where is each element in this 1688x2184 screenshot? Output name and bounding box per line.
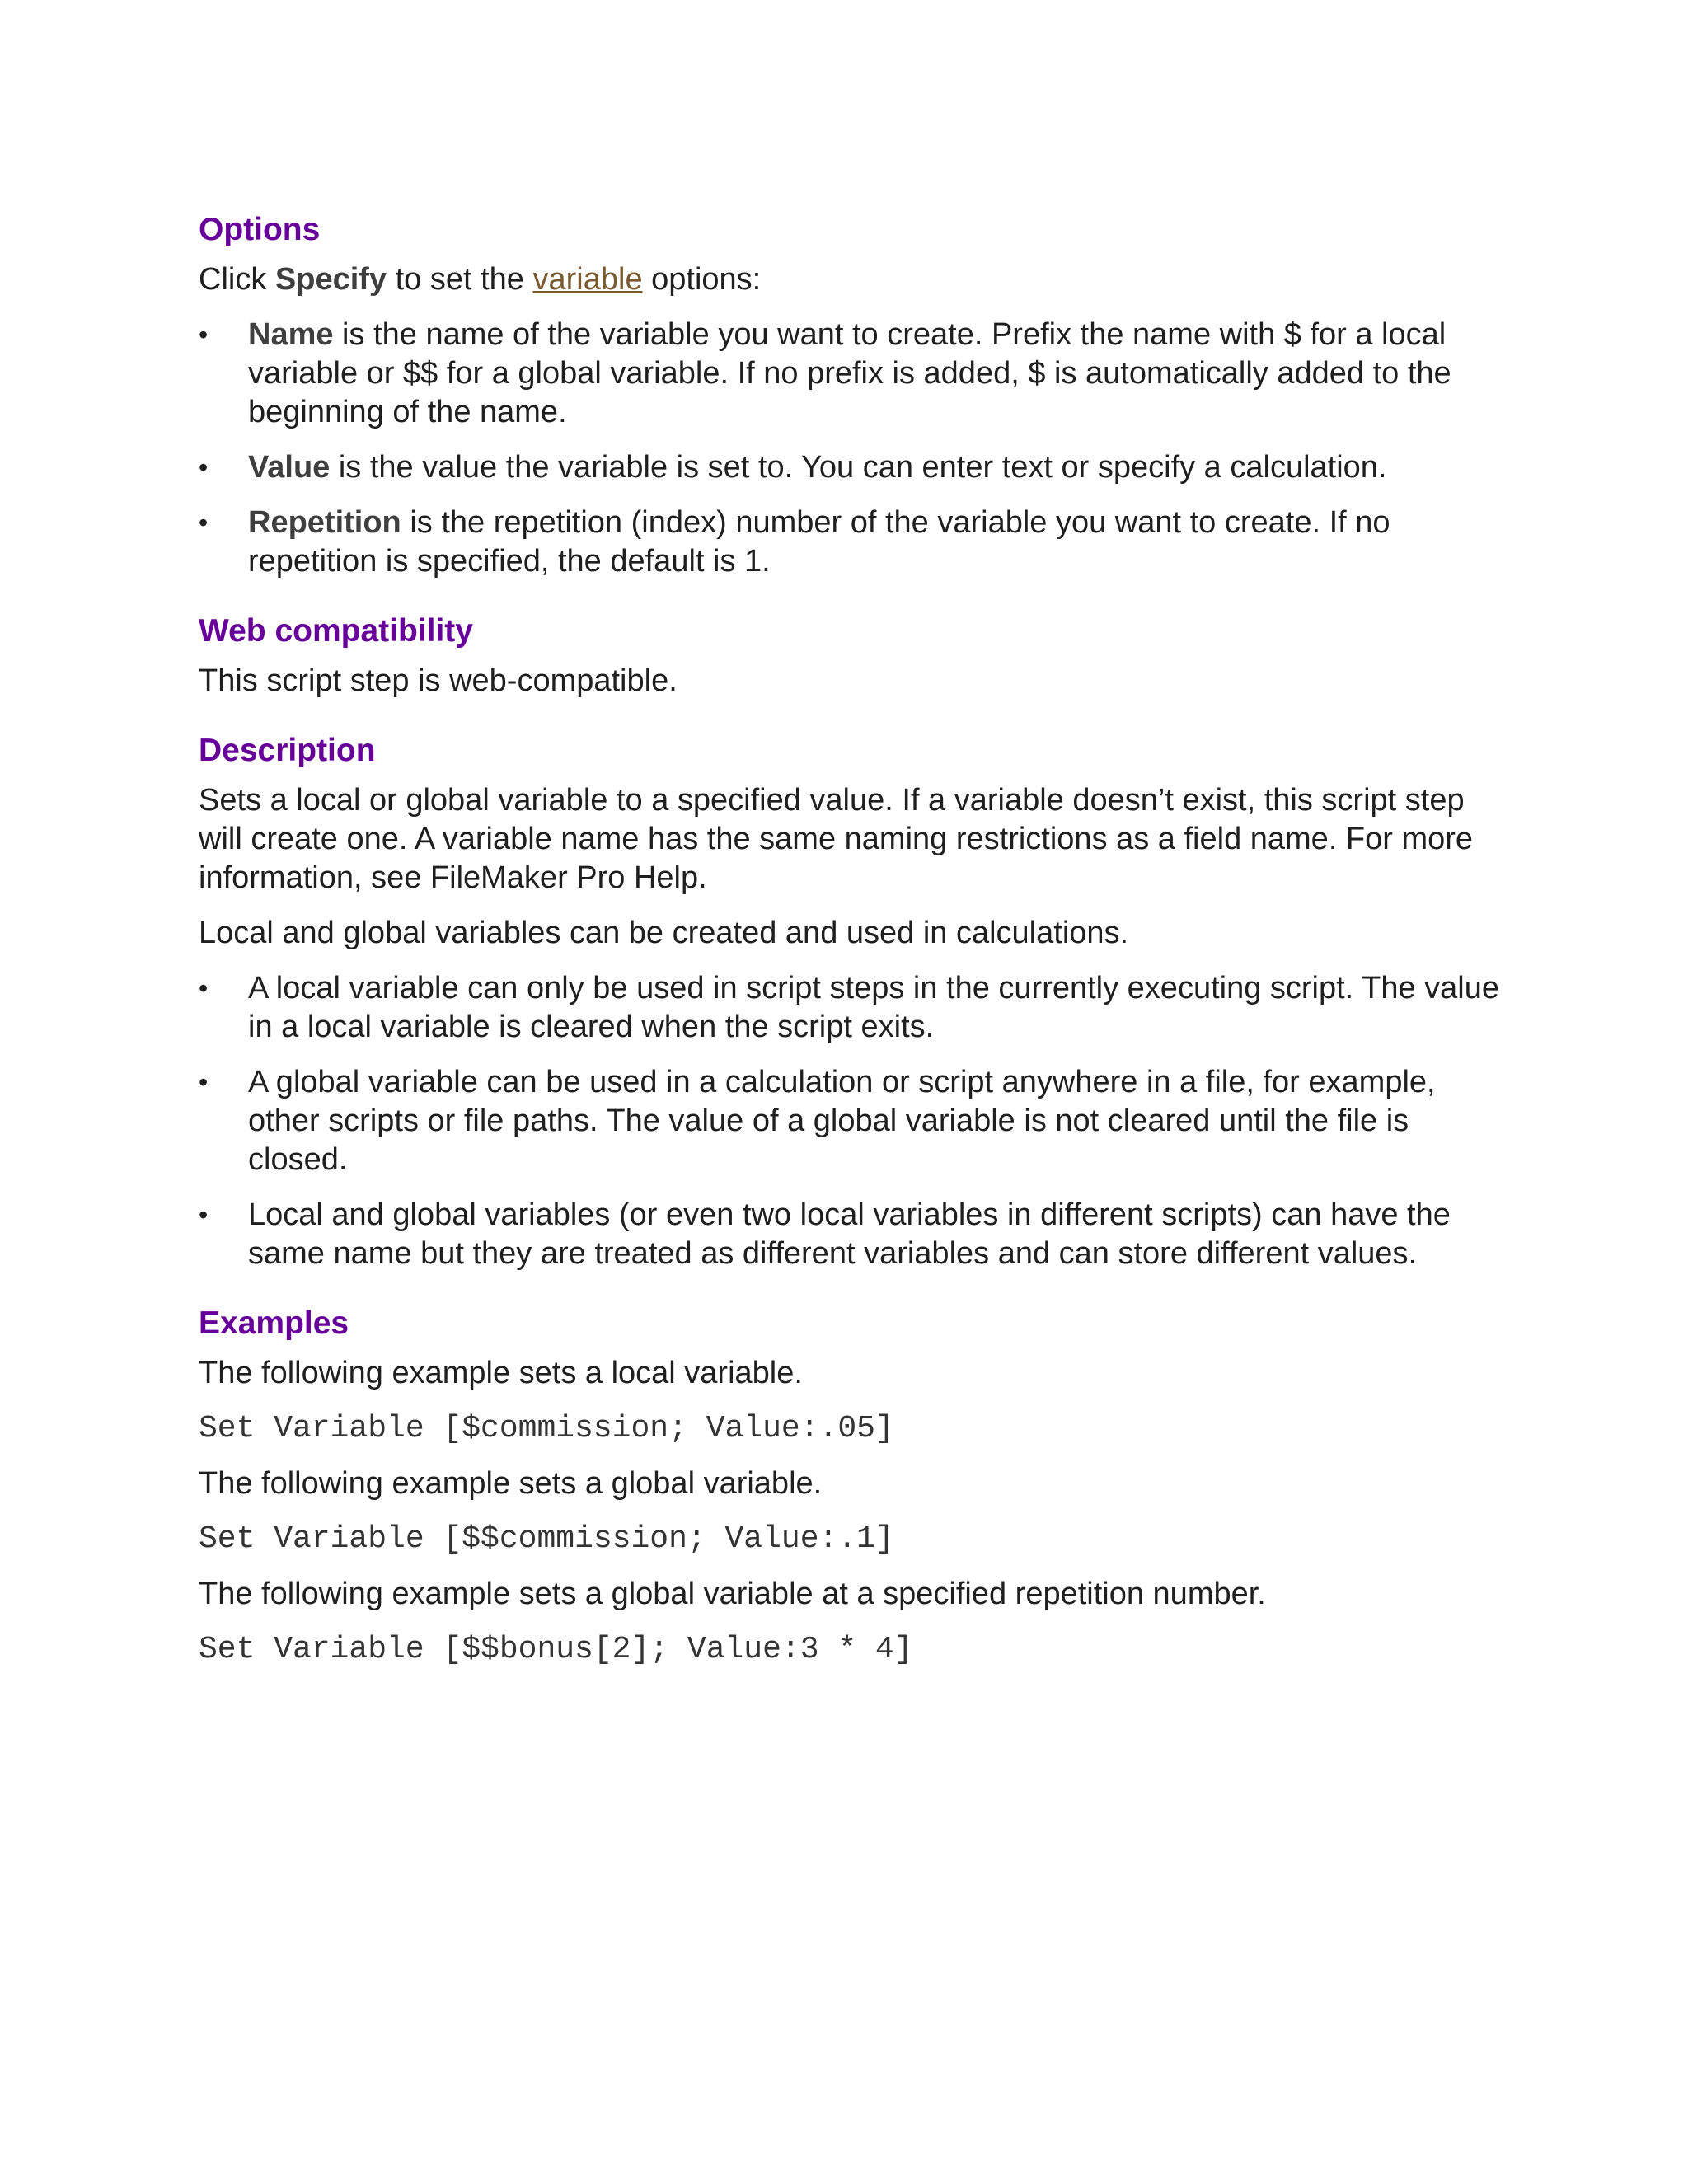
- list-item: [199, 316, 1501, 432]
- options-heading: Options: [199, 212, 321, 247]
- bullet-icon: •: [199, 508, 209, 537]
- list-item: [199, 1063, 1501, 1179]
- options-intro-pre: Click: [199, 262, 275, 297]
- web-compatibility-section: [199, 612, 1501, 701]
- web-compatibility-heading: Web compatibility: [199, 613, 473, 649]
- option-term: Value: [248, 450, 331, 485]
- list-item: [199, 504, 1501, 581]
- options-list: [199, 316, 1501, 581]
- list-item-text: Local and global variables (or even two local variables in different scripts) can have the same name but they are treated as different variables and can store different values.: [248, 1197, 1451, 1271]
- list-item-text: A global variable can be used in a calculation or script anywhere in a file, for example, other scripts or file paths. The value of a global variable is not cleared until the file is closed.: [248, 1065, 1436, 1177]
- description-heading: Description: [199, 733, 376, 768]
- options-section: [199, 211, 1501, 581]
- description-list: [199, 969, 1501, 1273]
- bullet-icon: •: [199, 452, 209, 482]
- bullet-icon: •: [199, 320, 209, 349]
- description-paragraph: Sets a local or global variable to a specified value. If a variable doesn’t exist, this script step will create one. A variable name has the same naming restrictions as a field name. For more information, see FileMaker Pro Help.: [199, 783, 1474, 895]
- example-text: The following example sets a global variable.: [199, 1466, 823, 1501]
- options-intro: [199, 260, 1501, 299]
- option-term: Name: [248, 317, 334, 352]
- example-code: Set Variable [$$commission; Value:.1]: [199, 1521, 894, 1557]
- example-text: The following example sets a global variable at a specified repetition number.: [199, 1577, 1266, 1611]
- options-intro-mid: to set the: [387, 262, 533, 297]
- description-paragraph: Local and global variables can be created and used in calculations.: [199, 916, 1129, 950]
- option-text: is the repetition (index) number of the variable you want to create. If no repetition is specified, the default is 1.: [248, 505, 1390, 579]
- variable-link[interactable]: variable: [532, 262, 643, 297]
- example-text: The following example sets a local variable.: [199, 1356, 803, 1390]
- bullet-icon: •: [199, 1067, 209, 1097]
- list-item: [199, 969, 1501, 1047]
- list-item: [199, 448, 1501, 487]
- specify-term: Specify: [274, 262, 387, 297]
- examples-heading: Examples: [199, 1305, 349, 1341]
- options-intro-post: options:: [642, 262, 762, 297]
- bullet-icon: •: [199, 1200, 209, 1230]
- description-section: [199, 732, 1501, 1273]
- option-text: is the name of the variable you want to create. Prefix the name with $ for a local variable or $$ for a global variable. If no prefix is added, $ is automatically added to the beginning of the name.: [248, 317, 1451, 429]
- bullet-icon: •: [199, 973, 209, 1003]
- list-item-text: A local variable can only be used in script steps in the currently executing script. The value in a local variable is cleared when the script exits.: [248, 971, 1499, 1044]
- option-text: is the value the variable is set to. You can enter text or specify a calculation.: [330, 450, 1387, 485]
- web-compatibility-text: This script step is web-compatible.: [199, 663, 678, 698]
- option-term: Repetition: [248, 505, 401, 540]
- list-item: [199, 1196, 1501, 1273]
- example-code: Set Variable [$$bonus[2]; Value:3 * 4]: [199, 1632, 913, 1667]
- example-code: Set Variable [$commission; Value:.05]: [199, 1411, 894, 1446]
- examples-section: [199, 1305, 1501, 1669]
- document-page: [199, 211, 1501, 1700]
